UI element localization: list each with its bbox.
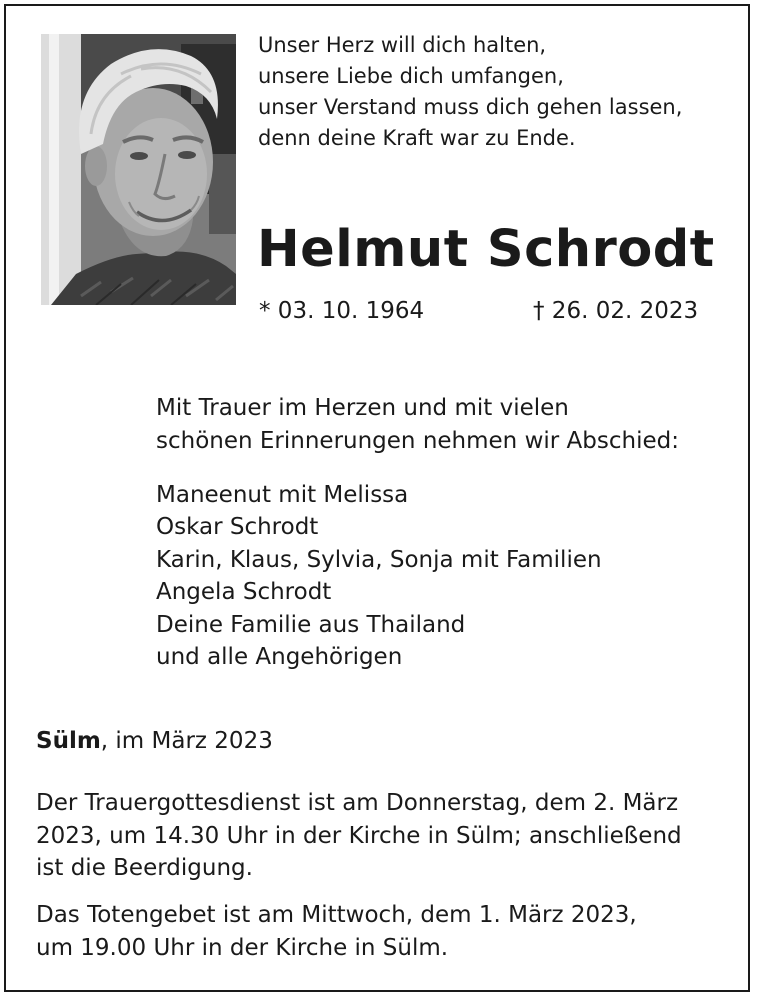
poem-line: denn deine Kraft war zu Ende. [258, 126, 576, 150]
mourner-item: Karin, Klaus, Sylvia, Sonja mit Familien [156, 546, 602, 573]
poem-line: Unser Herz will dich halten, [258, 33, 547, 57]
mourners-list [156, 479, 602, 673]
prayer-notice [36, 899, 736, 964]
service-line: 2023, um 14.30 Uhr in der Kirche in Sülm; anschließend [36, 822, 682, 849]
mourner-item: Oskar Schrodt [156, 514, 319, 541]
place-and-date [36, 724, 273, 758]
birth-date: * 03. 10. 1964 [259, 298, 425, 324]
mourner-item: Deine Familie aus Thailand [156, 611, 466, 638]
place-town: Sülm [36, 728, 101, 754]
portrait-photo [41, 34, 236, 305]
prayer-line: Das Totengebet ist am Mittwoch, dem 1. März 2023, [36, 902, 637, 928]
farewell-intro [156, 392, 679, 458]
death-date: † 26. 02. 2023 [533, 298, 699, 324]
service-line: Der Trauergottesdienst ist am Donnerstag, dem 2. März [36, 790, 679, 816]
intro-line: Mit Trauer im Herzen und mit vielen [156, 395, 569, 421]
deceased-name: Helmut Schrodt [257, 220, 715, 279]
place-date: , im März 2023 [100, 728, 273, 754]
poem-line: unser Verstand muss dich gehen lassen, [258, 95, 683, 119]
poem-line: unsere Liebe dich umfangen, [258, 64, 564, 88]
poem [258, 30, 738, 154]
intro-line: schönen Erinnerungen nehmen wir Abschied: [156, 428, 679, 454]
service-line: ist die Beerdigung. [36, 855, 253, 881]
mourner-item: und alle Angehörigen [156, 644, 403, 671]
prayer-line: um 19.00 Uhr in der Kirche in Sülm. [36, 934, 449, 961]
mourner-item: Maneenut mit Melissa [156, 482, 409, 508]
funeral-service-notice [36, 787, 736, 885]
mourner-item: Angela Schrodt [156, 579, 332, 606]
